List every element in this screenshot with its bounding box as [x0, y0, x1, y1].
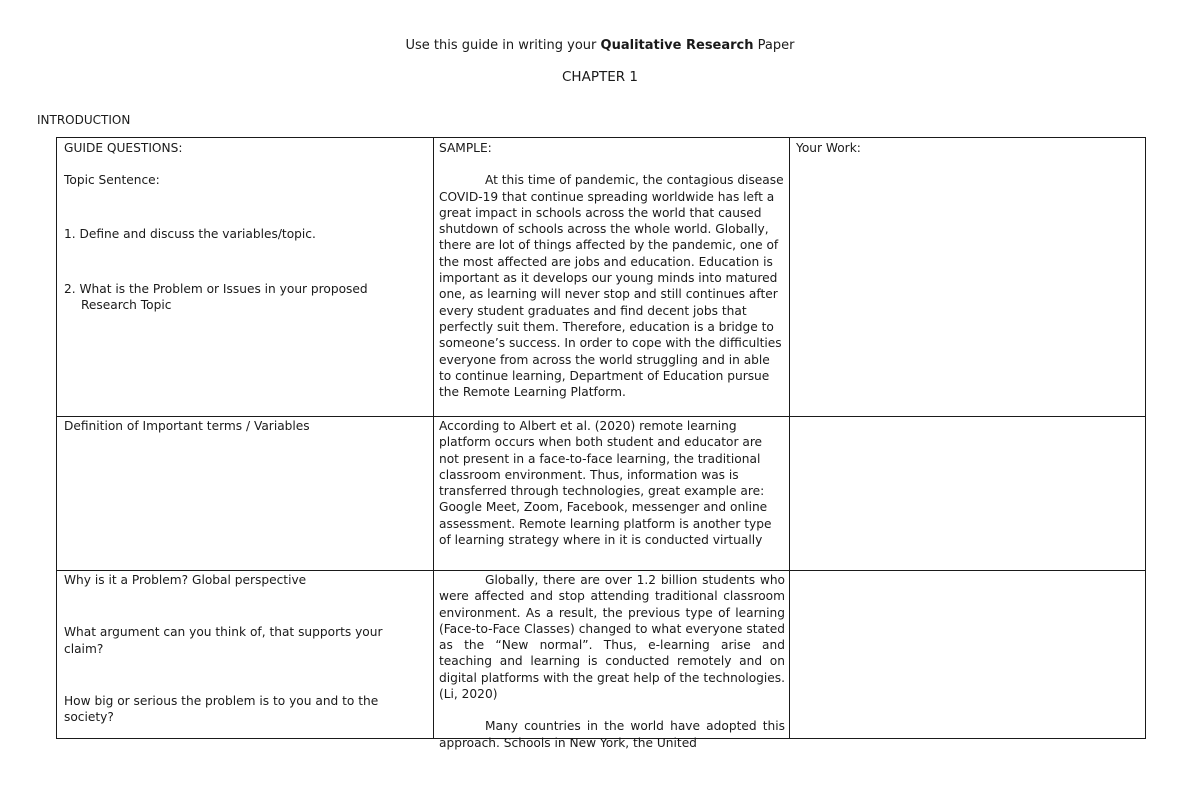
- definition-sample-cell: [439, 418, 785, 568]
- guide-questions-cell: [64, 140, 424, 416]
- question-global-perspective: Why is it a Problem? Global perspective: [64, 573, 307, 587]
- definition-question: Definition of Important terms / Variables: [64, 419, 310, 433]
- guide-title-bold: Qualitative Research: [600, 38, 754, 53]
- guide-title-suffix: Paper: [753, 38, 795, 53]
- guide-title-prefix: Use this guide in writing your: [405, 38, 601, 53]
- sample-cell: [439, 140, 785, 416]
- section-label: INTRODUCTION: [37, 113, 131, 127]
- problem-sample-cell: [439, 572, 785, 750]
- question-1: 1. Define and discuss the variables/topic.: [64, 226, 316, 241]
- your-work-cell: [796, 140, 1141, 416]
- definition-sample: According to Albert et al. (2020) remote learning platform occurs when both student and educator are not present in a face-to-face learning, the traditional classroom environment. Thus, information was is transferred through technologies, great example are: Google Meet, Zoom, Facebook, messenger and online assessment. Remote learning platform is another type of learning strategy where in it is conducted virtually: [439, 419, 772, 548]
- question-argument: What argument can you think of, that supports your claim?: [64, 625, 383, 656]
- problem-sample-paragraph-1: Globally, there are over 1.2 billion students who were affected and stop attending traditional classroom environment. As a result, the previous type of learning (Face-to-Face Classes) changed to what everyone stated as the “New normal”. Thus, e-learning arise and teaching and learning is conducted remotely and on digital platforms with the great help of the technologies. (Li, 2020): [439, 573, 785, 702]
- chapter-heading: CHAPTER 1: [562, 69, 638, 85]
- row-divider-2: [57, 570, 1145, 571]
- definition-question-cell: [64, 418, 424, 568]
- question-seriousness: How big or serious the problem is to you and to the society?: [64, 693, 379, 725]
- column-header-sample: SAMPLE:: [439, 141, 492, 155]
- question-2: 2. What is the Problem or Issues in your proposed Research Topic: [64, 281, 368, 313]
- guide-title: [0, 38, 1200, 54]
- column-header-guide: GUIDE QUESTIONS:: [64, 141, 183, 155]
- problem-questions-cell: [64, 572, 424, 738]
- problem-sample-paragraph-2: Many countries in the world have adopted this approach. Schools in New York, the United: [439, 719, 785, 750]
- row-divider-1: [57, 416, 1145, 417]
- column-header-your-work: Your Work:: [796, 141, 861, 155]
- sample-paragraph: At this time of pandemic, the contagious disease COVID-19 that continue spreading worldwide has left a great impact in schools across the world that caused shutdown of schools across the whole world. Globally, there are lot of things affected by the pandemic, one of the most affected are jobs and education. Education is important as it develops our young minds into matured one, as learning will never stop and still continues after every student graduates and find decent jobs that perfectly suit them. Therefore, education is a bridge to someone’s success. In order to cope with the difficulties everyone from across the world struggling and in able to continue learning, Department of Education pursue the Remote Learning Platform.: [439, 173, 784, 400]
- column-divider-2: [789, 138, 790, 738]
- column-divider-1: [433, 138, 434, 738]
- problem-your-work-cell: [796, 572, 1141, 738]
- guide-table: [56, 137, 1146, 750]
- definition-your-work-cell: [796, 418, 1141, 568]
- topic-sentence-label: Topic Sentence:: [64, 173, 160, 188]
